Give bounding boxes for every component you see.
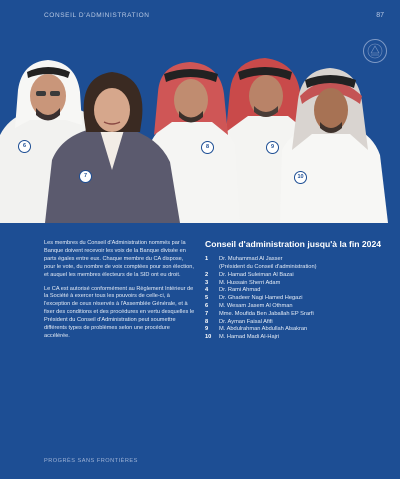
member-number: 10 (205, 334, 212, 341)
list-item (205, 311, 385, 319)
member-name: Dr. Ayman Faisal Afifi (219, 318, 273, 325)
member-name: M. Hussain Sherri Adam (219, 279, 281, 286)
board-members-photo (0, 0, 400, 223)
member-name: M. Hamad Madi Al-Hajri (219, 334, 280, 341)
member-number: 3 (205, 279, 209, 286)
list-item (205, 334, 385, 342)
list-item (205, 272, 385, 280)
list-item (205, 287, 385, 295)
list-item (205, 295, 385, 303)
member-name: Dr. Muhammad Al Jasser (219, 256, 283, 263)
board-title: Conseil d'administration jusqu'à la fin 2024 (205, 239, 381, 249)
list-item (205, 303, 385, 311)
board-members-list (205, 256, 385, 342)
page-footer: PROGRÈS SANS FRONTIÈRES (44, 458, 138, 464)
member-number: 8 (205, 318, 209, 325)
list-item (205, 256, 385, 272)
member-number: 6 (205, 302, 209, 309)
photo-badge-10: 10 (294, 171, 307, 184)
member-number: 4 (205, 287, 209, 294)
member-number: 7 (205, 310, 209, 317)
member-name: Mme. Moufida Ben Jaballah EP Srarfi (219, 310, 314, 317)
photo-badge-7: 7 (79, 170, 92, 183)
body-paragraph-2: Le CA est autorisé conformément au Règlement Intérieur de la Société à exercer tous les pouvoirs de celle-ci, à l'exception de ceux réservés à l'Assemblée Générale, et à fixer des conditions et des procédures en vertu desquelles le Président du Conseil d'Administration peut soumettre différents types de problèmes selon une procédure accélérée. (44, 285, 195, 339)
section-title: CONSEIL D'ADMINISTRATION (44, 12, 150, 19)
list-item (205, 319, 385, 327)
list-item (205, 280, 385, 288)
member-number: 1 (205, 256, 209, 263)
member-number: 2 (205, 271, 209, 278)
member-number: 5 (205, 295, 209, 302)
body-text (44, 240, 196, 347)
member-name: M. Wesam Jasem Al Othman (219, 302, 293, 309)
photo-badge-6: 6 (18, 140, 31, 153)
photo-badge-9: 9 (266, 141, 279, 154)
member-name: Dr. Hamad Suleiman Al Bazai (219, 271, 294, 278)
photo-badge-8: 8 (201, 141, 214, 154)
member-name: Dr. Rami Ahmad (219, 287, 261, 294)
board-section (205, 239, 385, 342)
member-name: Dr. Ghadeer Nagi Hamed Hegazi (219, 295, 303, 302)
list-item (205, 326, 385, 334)
member-number: 9 (205, 326, 209, 333)
body-paragraph-1: Les membres du Conseil d'Administration nommés par la Banque doivent recevoir les voix de la Banque divisée en parts égales entre eux. Chaque membre du CA dispose, pour le vote, du nombre de voix comptées pour son élection, et auquel les membres électeurs de la SID ont eu droit. (44, 240, 194, 278)
member-name: M. Abdulrahman Abdullah Alsakran (219, 326, 308, 333)
page-number: 87 (376, 12, 384, 19)
member-role: (Président du Conseil d'administration) (219, 264, 317, 270)
